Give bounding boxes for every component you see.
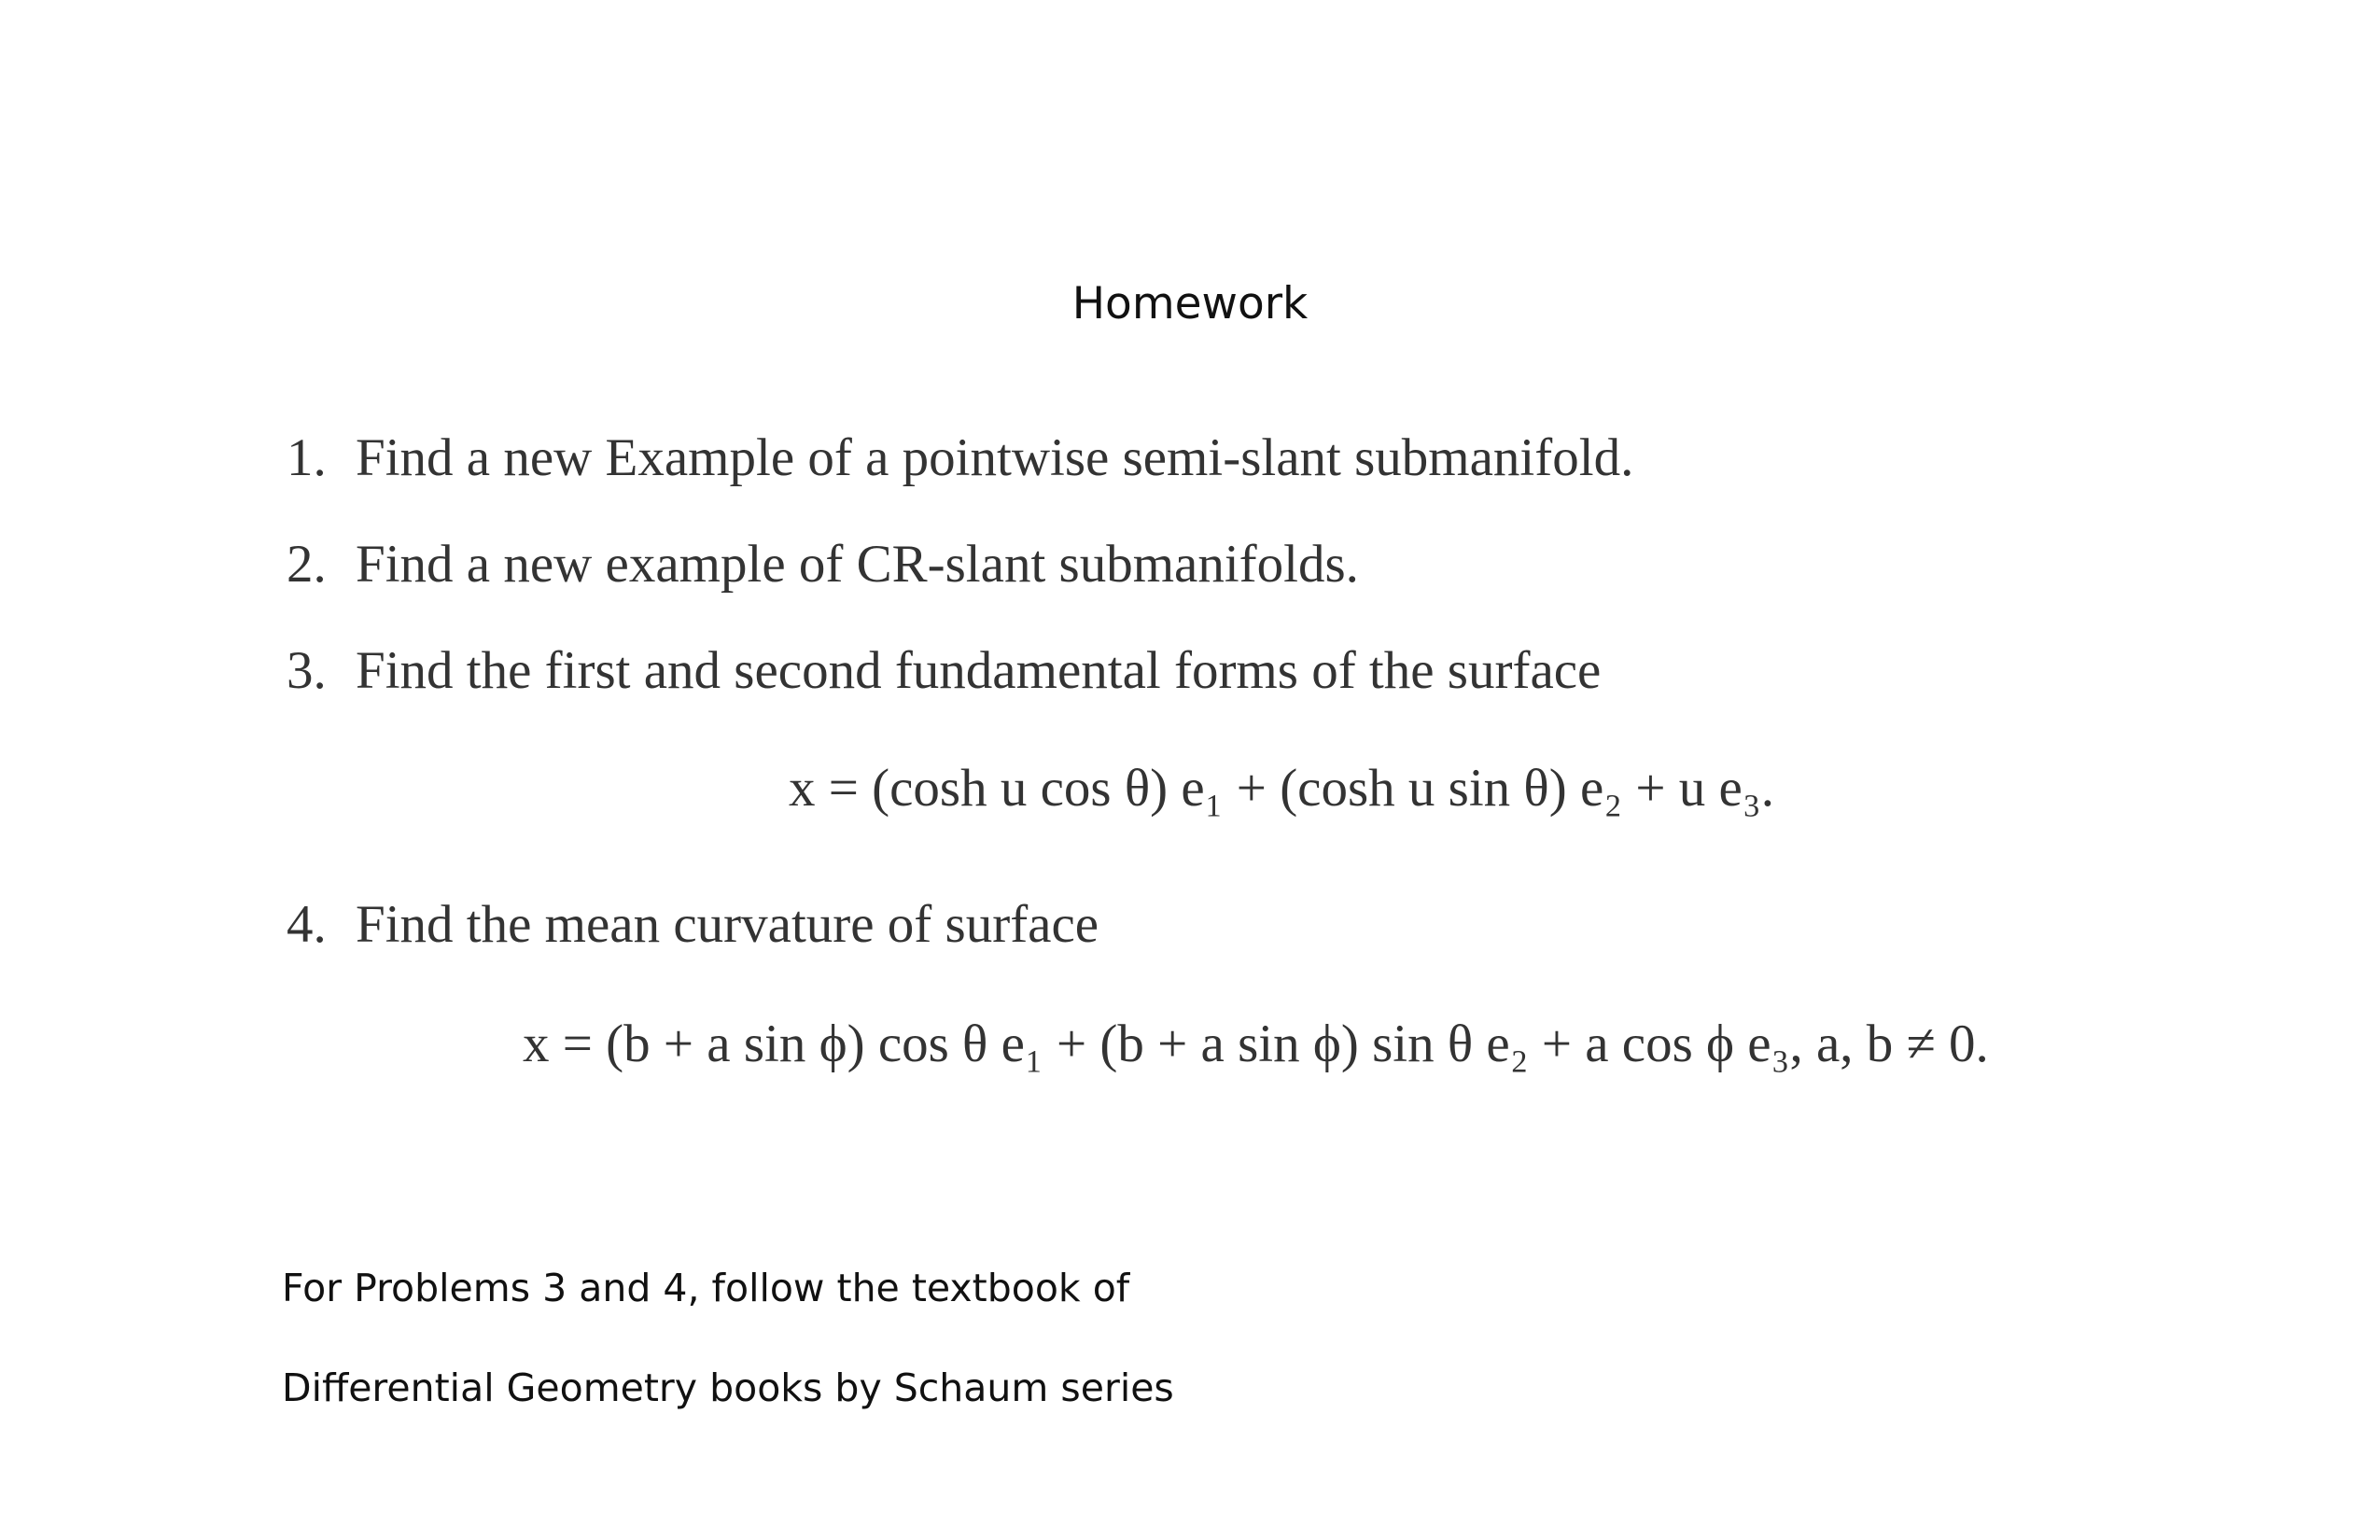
problem-1-number: 1. (287, 428, 327, 487)
equation-problem-4: x = (b + a sin ϕ) cos θ e₁ + (b + a sin ϕ) sin θ e₂ + a cos ϕ e₃, a, b ≠ 0. (523, 1015, 1989, 1073)
problem-2 (287, 535, 1359, 594)
problem-2-number: 2. (287, 535, 327, 594)
problem-3-text: Find the first and second fundamental forms of the surface (356, 641, 1602, 700)
problem-2-text: Find a new example of CR-slant submanifolds. (356, 535, 1359, 594)
problem-4 (287, 895, 1099, 954)
problem-1-text: Find a new Example of a pointwise semi-slant submanifold. (356, 428, 1634, 487)
note-line-1: For Problems 3 and 4, follow the textbook of (282, 1266, 1130, 1310)
problem-3 (287, 641, 1602, 700)
problem-4-number: 4. (287, 895, 327, 954)
equation-problem-3: x = (cosh u cos θ) e₁ + (cosh u sin θ) e₂ + u e₃. (789, 759, 1774, 818)
problem-4-text: Find the mean curvature of surface (356, 895, 1099, 954)
problem-3-number: 3. (287, 641, 327, 700)
page-title: Homework (1071, 278, 1309, 329)
note-line-2: Differential Geometry books by Schaum series (282, 1365, 1174, 1410)
problem-1 (287, 428, 1634, 487)
